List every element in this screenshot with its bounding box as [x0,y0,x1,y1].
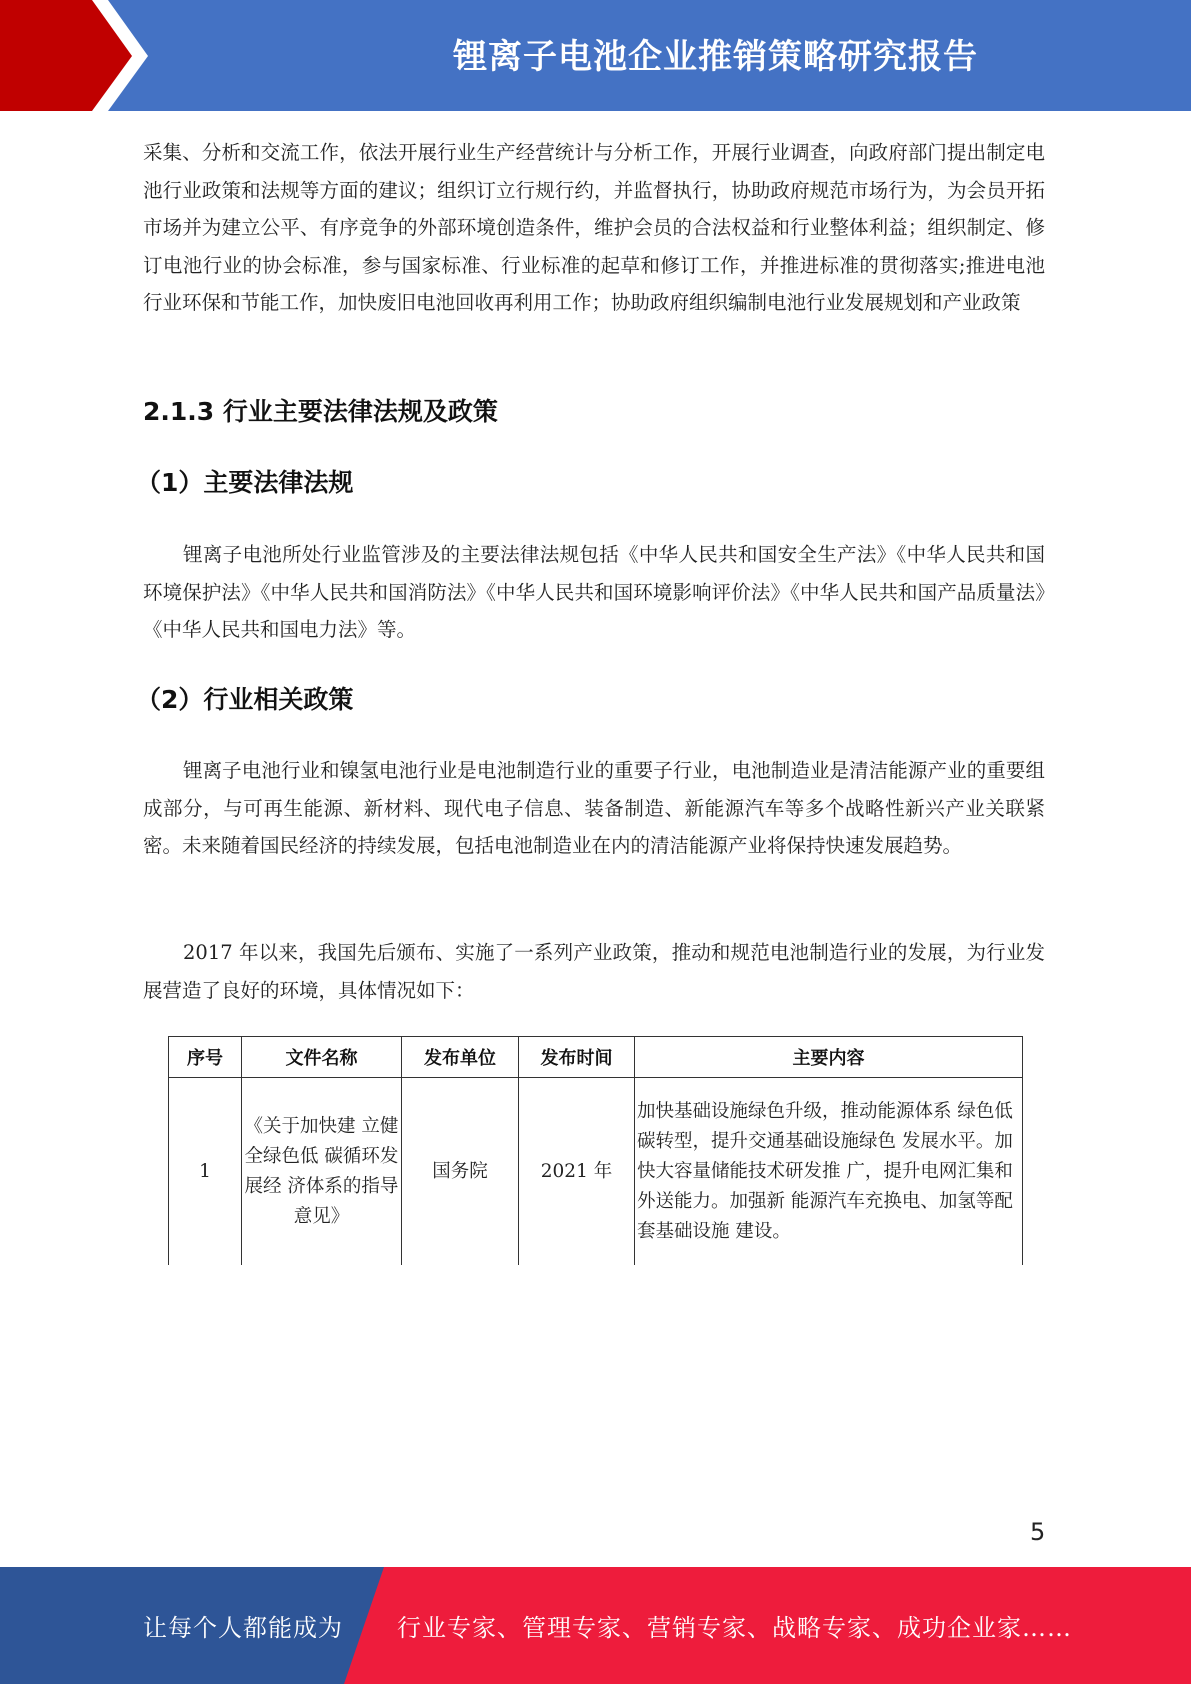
header-arrow-decoration [0,0,260,111]
page-header [0,0,1191,111]
section-heading: 2.1.3 行业主要法律法规及政策 [143,397,498,426]
header-cell-name: 文件名称 [242,1037,402,1078]
sub2-body-2 [143,934,1045,1009]
sub1-heading-block [136,463,1038,499]
intro-section [143,134,1045,322]
page-number: 5 [1030,1518,1046,1546]
cell-issuer: 国务院 [402,1078,519,1266]
header-title: 锂离子电池企业推销策略研究报告 [453,36,978,77]
header-cell-no: 序号 [169,1037,242,1078]
table-row [169,1078,1023,1266]
cell-content: 加快基础设施绿色升级，推动能源体系 绿色低碳转型，提升交通基础设施绿色 发展水平。加快大容量储能技术研发推 广，提升电网汇集和外送能力。加强新 能源汽车充换电、加氢等配套基础设施 建设。 [635,1078,1023,1266]
policy-table [168,1036,1023,1265]
cell-name: 《关于加快建 立健全绿色低 碳循环发展经 济体系的指导 意见》 [242,1078,402,1266]
sub1-heading: （1）主要法律法规 [136,468,354,497]
cell-no: 1 [169,1078,242,1266]
sub2-paragraph-1: 锂离子电池行业和镍氢电池行业是电池制造行业的重要子行业，电池制造业是清洁能源产业的重要组成部分，与可再生能源、新材料、现代电子信息、装备制造、新能源汽车等多个战略性新兴产业关联紧密。未来随着国民经济的持续发展，包括电池制造业在内的清洁能源产业将保持快速发展趋势。 [143,759,1045,857]
table-header-row [169,1037,1023,1078]
sub2-heading-block [136,680,1038,716]
intro-paragraph: 采集、分析和交流工作，依法开展行业生产经营统计与分析工作，开展行业调查，向政府部门提出制定电池行业政策和法规等方面的建议；组织订立行规行约，并监督执行，协助政府规范市场行为，为会员开拓市场并为建立公平、有序竞争的外部环境创造条件，维护会员的合法权益和行业整体利益；组织制定、修订电池行业的协会标准，参与国家标准、行业标准的起草和修订工作，并推进标准的贯彻落实;推进电池行业环保和节能工作，加快废旧电池回收再利用工作；协助政府组织编制电池行业发展规划和产业政策 [143,141,1045,314]
footer-slogan-left: 让每个人都能成为 [143,1614,343,1642]
header-cell-content: 主要内容 [635,1037,1023,1078]
header-cell-issuer: 发布单位 [402,1037,519,1078]
sub2-paragraph-2: 2017 年以来，我国先后颁布、实施了一系列产业政策，推动和规范电池制造行业的发展，为行业发展营造了良好的环境，具体情况如下： [143,941,1045,1002]
sub2-body [143,752,1045,865]
sub1-body [143,536,1045,649]
cell-date: 2021 年 [519,1078,635,1266]
sub2-heading: （2）行业相关政策 [136,685,354,714]
footer-slogan-right: 行业专家、管理专家、营销专家、战略专家、成功企业家…… [397,1614,1072,1642]
section-heading-block [143,392,1045,428]
page-footer [0,1567,1191,1684]
header-cell-date: 发布时间 [519,1037,635,1078]
sub1-paragraph: 锂离子电池所处行业监管涉及的主要法律法规包括《中华人民共和国安全生产法》《中华人民共和国环境保护法》《中华人民共和国消防法》《中华人民共和国环境影响评价法》《中华人民共和国产品质量法》《中华人民共和国电力法》等。 [143,543,1045,641]
